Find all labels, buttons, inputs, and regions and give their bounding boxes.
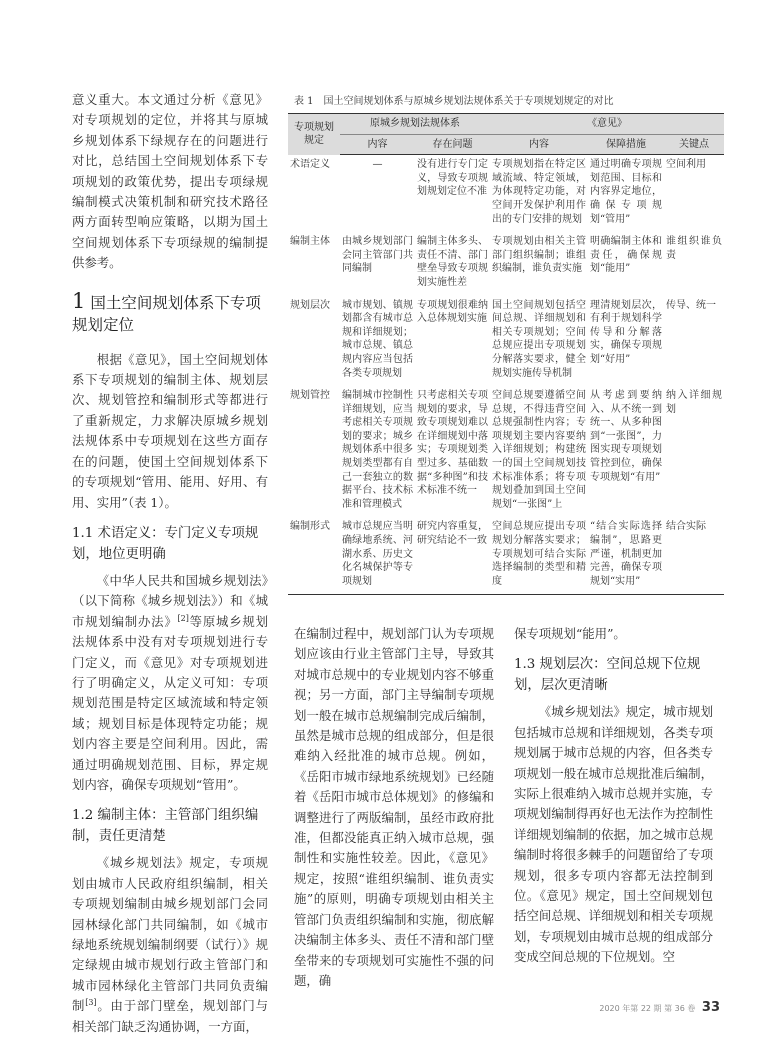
cell-new-content: 专项规划指在特定区域流域、特定领域，为体现特定功能，对空间开发保护利用作出的专门安排的规划 [492,159,586,225]
header-new-measure: 保障措施 [588,134,664,155]
cell-old-content: 城市总规应当明确绿地系统、河湖水系、历史文化名城保护等专项规划 [340,517,415,594]
left-column [72,90,268,1037]
header-item: 专项规划规定 [288,114,340,155]
middle-paragraph: 在编制过程中，规划部门认为专项规划应该由行业主管部门主导，导致其对城市总规中的专业规划内容不够重视；另一方面，部门主导编制专项规划一般在城市总规编制完成后编制，虽然是城市总规的组成部分，但是很难纳入经批准的城市总规。例如，《岳阳市城市绿地系统规划》已经随着《岳阳市城市总体规划》的修编和调整进行了两版编制，虽经市政府批准，但都没能真正纳入城市总规，强制性和实施性较差。因此，《意见》规定，按照“谁组织编制、谁负责实施”的原则，明确专项规划由相关主管部门负责组织编制和实施，彻底解决编制主体多头、责任不清和部门壁垒带来的专项规划可实施性不强的问题，确 [294,626,494,988]
subsection-1-1-heading: 1.1 术语定义：专门定义专项规划，地位更明确 [72,525,259,562]
section-1-title: 国土空间规划体系下专项规划定位 [72,293,261,334]
cell-old-content: — [372,159,383,171]
table-caption: 表 1 国土空间规划体系与原城乡规划法规体系关于专项规划规定的对比 [294,96,614,107]
header-group-new: 《意见》 [490,114,724,135]
header-new-content: 内容 [490,134,588,155]
header-new-key: 关键点 [664,134,724,155]
right-column [514,624,713,968]
cell-item: 编制主体 [290,236,330,248]
section-1-heading [72,290,268,336]
subsection-1-2-heading: 1.2 编制主体：主管部门组织编制，责任更清楚 [72,808,259,845]
section-1-paragraph: 根据《意见》，国土空间规划体系下专项规划的编制主体、规划层次、规划管控和编制形式等都进行了重新规定，力求解决原城乡规划法规体系中专项规划在这些方面存在的问题，使国土空间规划体系下的专项规划“管用、能用、好用、有用、实用”（表 1）。 [72,351,268,510]
subsection-1-2-paragraph [72,853,268,1037]
table-row [288,232,724,295]
cell-new-key: 结合实际 [664,517,724,594]
text-span: 《中华人民共和国城乡规划法》（以下简称《城乡规划法》）和《城市规划编制办法》 [72,572,268,629]
cell-item: 规划层次 [290,299,330,311]
cell-new-measure: 通过明确专项规划范围、目标和内容界定地位，确保专项规划“管用” [590,159,662,225]
comparison-table [288,113,724,595]
cell-old-content: 编制城市控制性详细规划，应当考虑相关专项规划的要求；城乡规划体系中很多规划类型都有自己一套独立的数据平台、技术标准和管理模式 [342,390,413,510]
text-span: 等原城乡规划法规体系中没有对专项规划进行专门定义，而《意见》对专项规划进行了明确定义，从定义可知：专项规划范围是特定区域流域和特定领域；规划目标是体现特定功能；规划内容主要是空间利用。因此，需通过明确规划范围、目标，界定规划内容，确保专项规划“管用”。 [72,613,269,792]
issue-info: 2020 年第 22 期 第 36 卷 [599,1004,696,1013]
text-span: 。由于部门壁垒，规划部门与相关部门缺乏沟通协调，一方面， [72,998,269,1034]
subsection-1-3-heading: 1.3 规划层次：空间总规下位规划，层次更清晰 [514,657,701,694]
subsection-1-3-paragraph: 《城乡规划法》规定，城市规划包括城市总规和详细规划，各类专项规划属于城市总规的内容，但各类专项规划一般在城市总规批准后编制，实际上很难纳入城市总规并实施，专项规划编制得再好也无法作为控制性详细规划编制的依据，加之城市总规编制时将很多棘手的问题留给了专项规划，很多专项内容都无法控制到位。《意见》规定，国土空间规划包括空间总规、详细规划和相关专项规划，专项规划由城市总规的组成部分变成空间总规的下位规划。空 [514,704,713,965]
subsection-1-1-paragraph [72,571,268,795]
cell-old-problem: 研究内容重复，研究结论不一致 [415,517,490,594]
citation-3: [3] [85,998,97,1008]
header-old-content: 内容 [340,134,415,155]
text-span: 《城乡规划法》规定，专项规划由城市人民政府组织编制，相关专项规划编制由城乡规划部门会同园林绿化部门共同编制，如《城市绿地系统规划编制纲要（试行）》规定绿规由城市规划行政主管部门和城市园林绿化主管部门共同负责编制 [72,855,268,1014]
table-row [288,155,724,232]
cell-new-key: 纳入详细规划 [666,390,723,415]
cell-new-measure: 明确编制主体和责任，确保规划“能用” [590,236,662,275]
cell-old-content: 由城乡规划部门会同主管部门共同编制 [342,236,413,275]
cell-new-measure: 理清规划层次，有利于规划科学传导和分解落实，确保专项规划“好用” [590,299,662,365]
cell-new-key: 空间利用 [666,159,706,171]
cell-new-content: 专项规划由相关主管部门组织编制；谁组织编制，谁负责实施 [492,236,586,275]
page-number: 33 [701,1000,720,1015]
cell-old-problem: 专项规划很难纳入总体规划实施 [417,299,488,325]
cell-old-problem: 只考虑相关专项规划的要求，导致专项规划难以在详细规划中落实；专项规划类型过多、基础数据“多种图”和技术标准不统一 [417,390,488,497]
cell-new-content: 空间总规要遵循空间总规，不得违背空间总规强制性内容；专项规划主要内容要纳入详细规划；构建统一的国土空间规划技术标准体系；将专项规划叠加到国土空间规划“一张图”上 [492,390,586,510]
cell-old-content: 城市规划、镇规划都含有城市总规和详细规划；城市总规、镇总规内容应当包括各类专项规划 [342,299,413,379]
table-row [288,517,724,594]
cell-new-key: 传导、统一 [666,299,716,311]
cell-new-content: 空间总规应提出专项规划分解落实要求；专项规划可结合实际选择编制的类型和精度 [490,517,588,594]
cell-old-problem: 编制主体多头、责任不清、部门壁垒导致专项规划实施性差 [417,236,488,288]
cell-old-problem: 没有进行专门定义，导致专项规划规划定位不准 [417,159,488,198]
section-1-number: 1 [72,288,86,313]
right-continuation: 保专项规划“能用”。 [514,626,626,641]
cell-new-content: 国土空间规划包括空间总规、详细规划和相关专项规划；空间总规应提出专项规划分解落实要求，健全规划实施传导机制 [492,299,586,379]
cell-new-measure: “结合实际选择编制”，思路更严谨，机制更加完善，确保专项规划“实用” [588,517,664,594]
header-group-old: 原城乡规划法规体系 [340,114,490,135]
table-row [288,386,724,517]
cell-item: 规划管控 [290,390,330,402]
cell-new-measure: 从考虑到要纳入、从不统一到统一、从多种图到“一张图”，力图实现专项规划管控到位，确保专项规划“有用” [590,390,662,483]
cell-item: 术语定义 [290,158,330,170]
cell-item: 编制形式 [288,517,340,594]
citation-2: [2] [177,613,189,623]
header-old-problem: 存在问题 [415,134,490,155]
cell-new-key: 谁组织谁负责 [666,236,723,261]
page-footer [599,1000,720,1015]
intro-paragraph: 意义重大。本文通过分析《意见》对专项规划的定位，并将其与原城乡规划体系下绿规存在的问题进行对比，总结国土空间规划体系下专项规划的政策优势，提出专项绿规编制模式决策机制和研究技术路径两方面转型响应策略，以期为国土空间规划体系下专项绿规的编制提供参考。 [72,92,268,271]
table-row [288,296,724,387]
middle-column [294,624,494,991]
